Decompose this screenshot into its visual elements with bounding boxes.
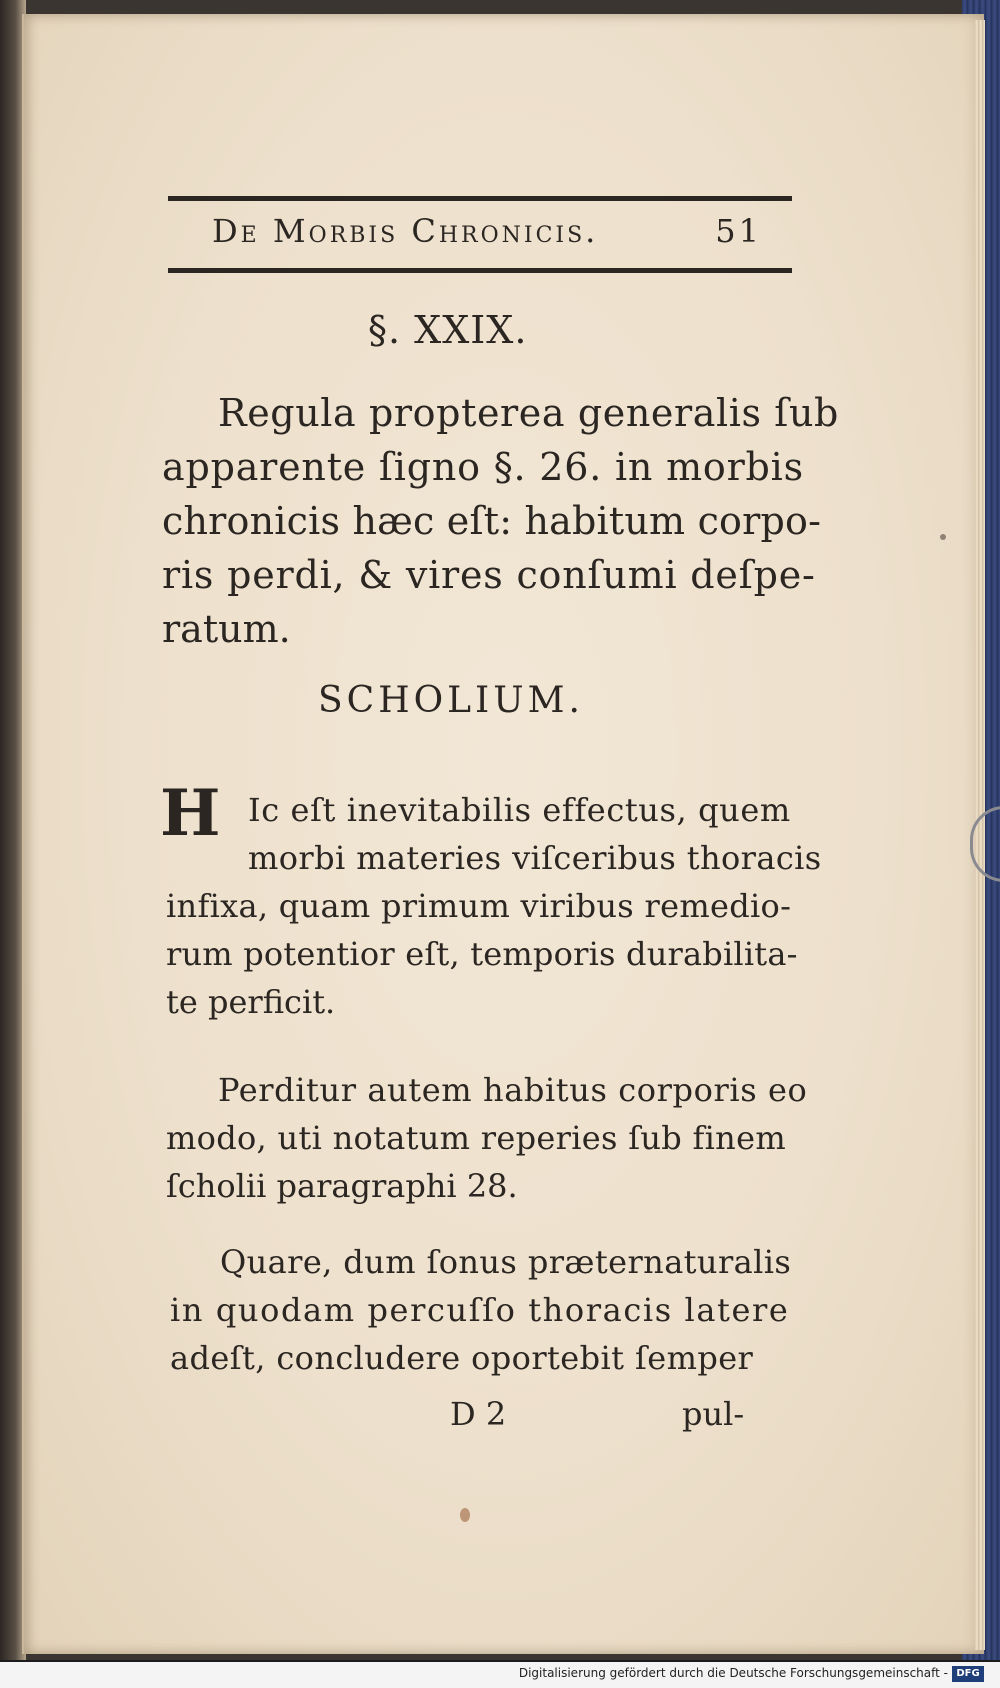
text-line: modo, uti notatum reperies ſub finem — [166, 1119, 786, 1157]
section-paragraph — [162, 386, 839, 656]
text-line: in quodam percuſſo thoracis latere — [170, 1291, 790, 1329]
dfg-logo-icon: DFG — [952, 1666, 984, 1682]
text-line: Regula propterea generalis ſub — [218, 391, 839, 435]
text-line: te perficit. — [166, 983, 336, 1021]
text-line: apparente ſigno §. 26. in morbis — [162, 445, 804, 489]
drop-cap: H — [160, 776, 221, 851]
running-head-title: De Morbis Chronicis. — [212, 212, 599, 250]
text-line: Ic eſt inevitabilis effectus, quem — [248, 791, 791, 829]
text-line: chronicis hæc eſt: habitum corpo- — [162, 499, 822, 543]
page-number: 51 — [715, 212, 762, 250]
text-line: infixa, quam primum viribus remedio- — [166, 887, 792, 925]
running-head-rule-bottom — [168, 268, 792, 273]
scan-credit-text: Digitalisierung gefördert durch die Deutsche Forschungsgemeinschaft - — [518, 1666, 948, 1680]
text-line: rum potentior eſt, temporis durabilita- — [166, 935, 798, 973]
text-line: Quare, dum ſonus præternaturalis — [220, 1243, 792, 1281]
text-line: Perditur autem habitus corporis eo — [218, 1071, 808, 1109]
signature-mark: D 2 — [450, 1395, 507, 1433]
catchword: pul- — [682, 1395, 745, 1433]
text-line: ſcholii paragraphi 28. — [166, 1167, 518, 1205]
paper-stain — [940, 534, 946, 540]
text-line: adeſt, concludere oportebit ſemper — [170, 1339, 754, 1377]
paper-stain — [460, 1508, 470, 1522]
text-line: ratum. — [162, 607, 291, 651]
running-head — [168, 212, 792, 262]
section-heading: §. XXIX. — [368, 308, 528, 352]
text-line: ris perdi, & vires conſumi deſpe- — [162, 553, 816, 597]
text-line: morbi materies viſceribus thoracis — [248, 839, 822, 877]
running-head-rule-top — [168, 196, 792, 201]
scholium-paragraph-1 — [166, 786, 822, 1026]
scholium-paragraph-3 — [170, 1238, 791, 1382]
scholium-heading: SCHOLIUM. — [318, 680, 584, 721]
scholium-paragraph-2 — [166, 1066, 807, 1210]
